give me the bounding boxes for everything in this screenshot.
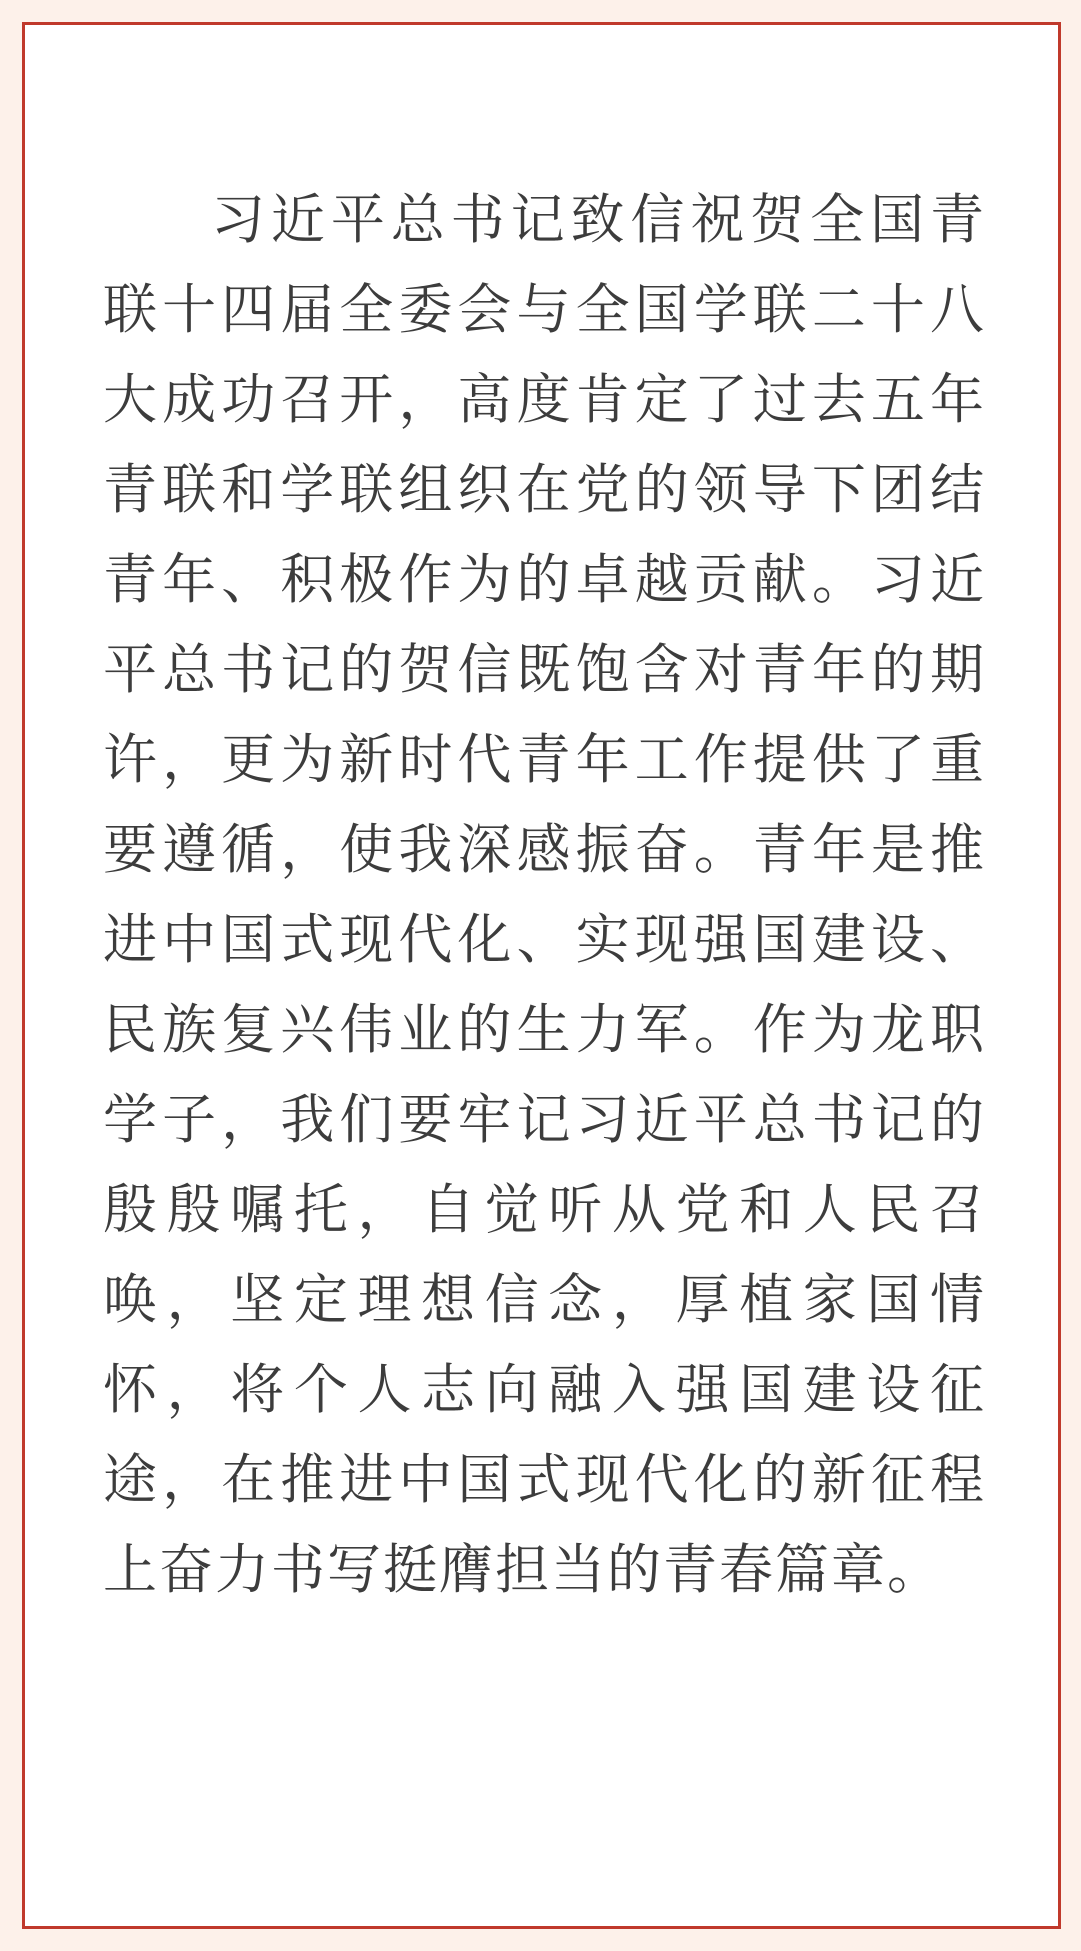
body-paragraph: 习近平总书记致信祝贺全国青联十四届全委会与全国学联二十八大成功召开，高度肯定了过去五年青联和学联组织在党的领导下团结青年、积极作为的卓越贡献。习近平总书记的贺信既饱含对青年的期许，更为新时代青年工作提供了重要遵循，使我深感振奋。青年是推进中国式现代化、实现强国建设、民族复兴伟业的生力军。作为龙职学子，我们要牢记习近平总书记的殷殷嘱托，自觉听从党和人民召唤，坚定理想信念，厚植家国情怀，将个人志向融入强国建设征途，在推进中国式现代化的新征程上奋力书写挺膺担当的青春篇章。 [103, 190, 986, 1600]
content-card [22, 22, 1061, 1929]
text-area [25, 25, 1058, 1729]
